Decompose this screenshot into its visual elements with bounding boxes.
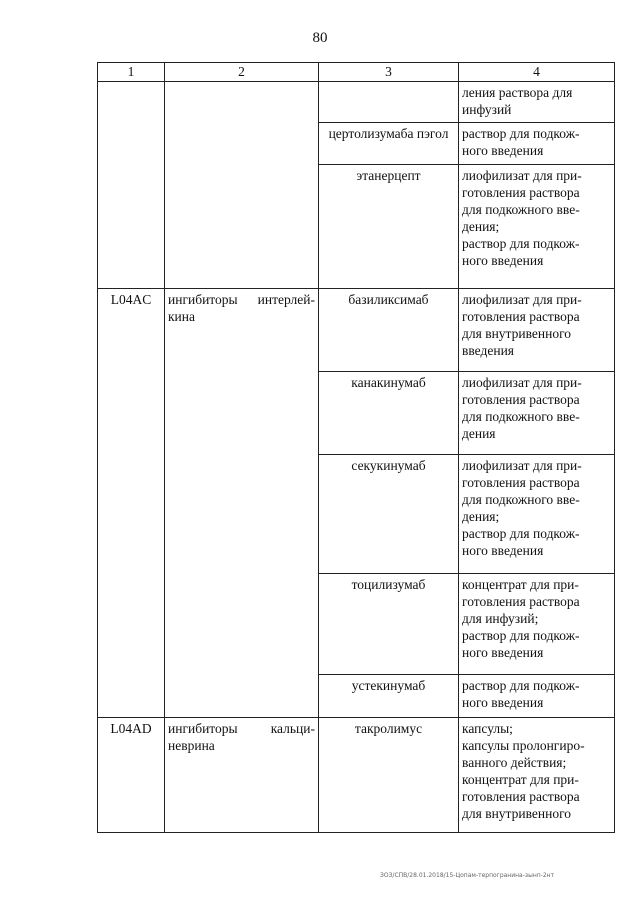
group-name-cell (165, 82, 319, 289)
dosage-form-line: концентрат для при- (462, 772, 579, 787)
dosage-form-line: раствор для подкож- (462, 526, 580, 541)
drug-name-cell: устекинумаб (319, 675, 459, 718)
dosage-form-cell (459, 289, 615, 372)
column-header-4: 4 (459, 63, 615, 82)
table-header-row (98, 63, 615, 82)
dosage-form-line: ного введения (462, 143, 544, 158)
dosage-form-line: для внутривенного (462, 806, 572, 821)
dosage-form-line: готовления раствора (462, 475, 580, 490)
dosage-form-line: для внутривенного (462, 326, 572, 341)
dosage-form-line: для инфузий; (462, 611, 539, 626)
column-header-2: 2 (165, 63, 319, 82)
dosage-form-line: дения; (462, 219, 500, 234)
dosage-form-line: введения (462, 343, 515, 358)
dosage-form-line: ного введения (462, 543, 544, 558)
atc-code-cell: L04AD (98, 718, 165, 833)
table-row (98, 289, 615, 372)
document-footer-stamp: ЗОЗ/СПВ/28.01.2018/15-Цопам-терпогранина-зынп-2нт (380, 872, 555, 879)
dosage-form-cell (459, 165, 615, 289)
dosage-form-line: раствор для подкож- (462, 628, 580, 643)
dosage-form-cell (459, 372, 615, 455)
drug-name-cell (319, 82, 459, 123)
dosage-form-line: лиофилизат для при- (462, 292, 582, 307)
dosage-form-line: для подкожного вве- (462, 202, 580, 217)
drug-name-cell: канакинумаб (319, 372, 459, 455)
table-row (98, 82, 615, 123)
dosage-form-cell (459, 82, 615, 123)
dosage-form-line: раствор для подкож- (462, 236, 580, 251)
dosage-form-cell (459, 675, 615, 718)
dosage-form-line: капсулы; (462, 721, 513, 736)
dosage-form-line: раствор для подкож- (462, 678, 580, 693)
dosage-form-line: лиофилизат для при- (462, 168, 582, 183)
column-header-3: 3 (319, 63, 459, 82)
dosage-form-line: готовления раствора (462, 789, 580, 804)
atc-code-cell (98, 82, 165, 289)
dosage-form-cell (459, 455, 615, 574)
dosage-form-line: готовления раствора (462, 309, 580, 324)
group-name-line: кина (168, 309, 195, 324)
medication-table (97, 62, 615, 833)
group-name-line: ингибиторы интерлей- (168, 292, 315, 307)
dosage-form-line: готовления раствора (462, 594, 580, 609)
dosage-form-line: дения; (462, 509, 500, 524)
dosage-form-line: для подкожного вве- (462, 409, 580, 424)
dosage-form-line: лиофилизат для при- (462, 458, 582, 473)
drug-name-cell: цертолизумаба пэгол (319, 123, 459, 165)
dosage-form-line: ного введения (462, 695, 544, 710)
dosage-form-line: дения (462, 426, 496, 441)
dosage-form-line: раствор для подкож- (462, 126, 580, 141)
drug-name-cell: базиликсимаб (319, 289, 459, 372)
group-name-line: ингибиторы кальци- (168, 721, 315, 736)
table-row (98, 718, 615, 833)
drug-name-cell: этанерцепт (319, 165, 459, 289)
group-name-cell (165, 718, 319, 833)
group-name-cell (165, 289, 319, 718)
dosage-form-cell (459, 123, 615, 165)
drug-name-cell: тоцилизумаб (319, 574, 459, 675)
dosage-form-line: лиофилизат для при- (462, 375, 582, 390)
dosage-form-line: готовления раствора (462, 392, 580, 407)
dosage-form-line: готовления раствора (462, 185, 580, 200)
drug-name-cell: секукинумаб (319, 455, 459, 574)
dosage-form-cell (459, 718, 615, 833)
group-name-line: неврина (168, 738, 215, 753)
dosage-form-line: ного введения (462, 253, 544, 268)
dosage-form-line: инфузий (462, 102, 512, 117)
drug-name-cell: такролимус (319, 718, 459, 833)
column-header-1: 1 (98, 63, 165, 82)
dosage-form-line: капсулы пролонгиро- (462, 738, 585, 753)
dosage-form-line: для подкожного вве- (462, 492, 580, 507)
atc-code-cell: L04AC (98, 289, 165, 718)
dosage-form-line: концентрат для при- (462, 577, 579, 592)
page-number: 80 (312, 30, 328, 46)
dosage-form-cell (459, 574, 615, 675)
dosage-form-line: ванного действия; (462, 755, 567, 770)
dosage-form-line: ления раствора для (462, 85, 573, 100)
dosage-form-line: ного введения (462, 645, 544, 660)
